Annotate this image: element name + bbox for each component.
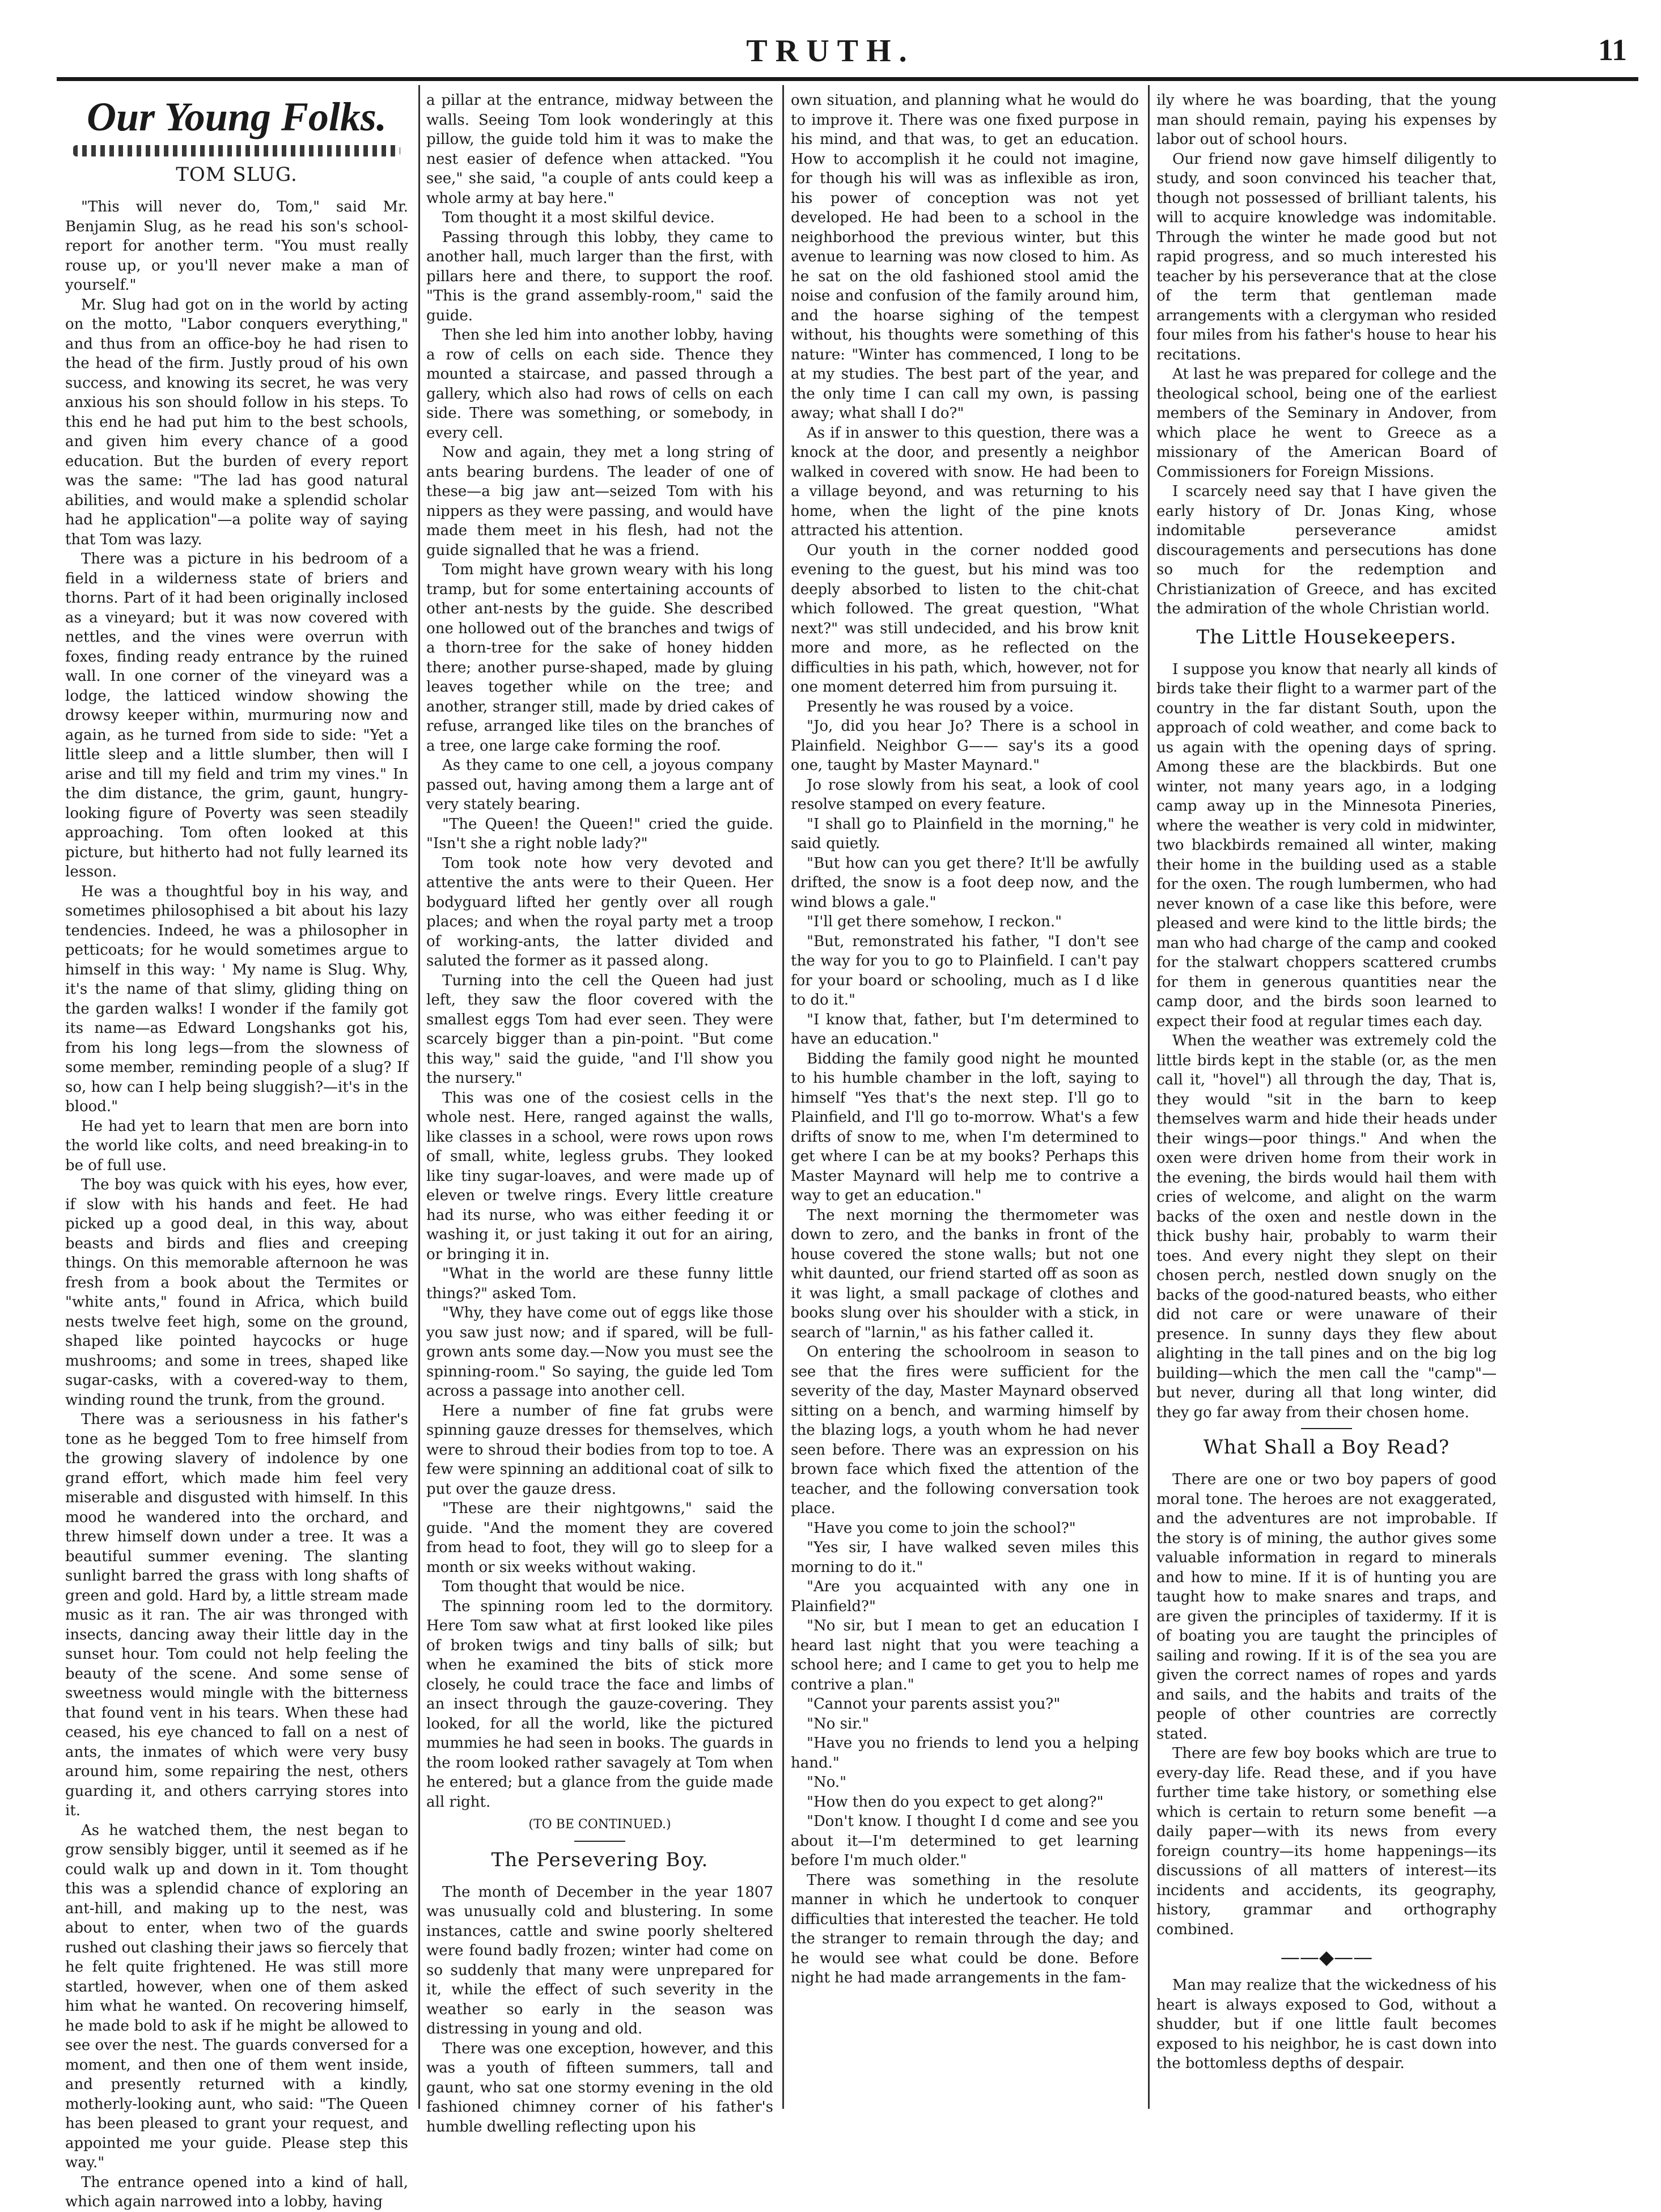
paragraph: He was a thoughtful boy in his way, and sometimes philosophised a bit about his lazy tendencies. Indeed, he was a philosopher in petticoats; for he would sometimes argue to himself in this way: ' My name is Slug. Why, it's the name of that slimy, gliding thing on the garden walks! I wonder if the family got its name—as Edward Longshanks got his, from his long legs—from the slowness of some member, reminding people of a slug? If so, how can I help being sluggish?—it's in the blood." <box>65 883 408 1115</box>
column-1 <box>65 91 408 2210</box>
paragraph: "How then do you expect to get along?" <box>807 1793 1104 1811</box>
paragraph: "These are their nightgowns," said the guide. "And the moment they are covered from head to foot, they will go to sleep for a month or six weeks without waking. <box>426 1500 773 1576</box>
paragraph: a pillar at the entrance, midway between the walls. Seeing Tom look wonderingly at this pillow, the guide told him it was to make the nest easier of defence when attacked. "You see," she said, "a couple of ants could keep a whole army at bay here." <box>426 92 773 207</box>
story-title: The Little Housekeepers. <box>1196 625 1457 649</box>
column-2 <box>426 91 773 2135</box>
paragraph: Tom took note how very devoted and attentive the ants were to their Queen. Her bodyguard lifted her gently over all rough places; and when the royal party met a troop of working-ants, the latter divided and saluted the former as it passed along. <box>426 854 773 969</box>
paragraph: Tom thought that would be nice. <box>442 1578 685 1595</box>
paragraph: "Jo, did you hear Jo? There is a school in Plainfield. Neighbor G—— say's its a good one, taught by Master Maynard." <box>791 718 1139 774</box>
wavy-rule <box>73 145 400 156</box>
paragraph: As he watched them, the nest began to grow sensibly bigger, until it seemed as if he could walk up and down in it. Tom thought this was a splendid chance of exploring an ant-hill, and making up to the nest, was about to enter, when two of the guards rushed out clashing their jaws so fiercely that he felt quite frightened. He was still more startled, however, when one of them asked him what he wanted. On recovering himself, he made bold to ask if he might be allowed to see over the nest. The guards conversed for a moment, and then one of them went inside, and presently returned with a kindly, motherly-looking aunt, who said: "The Queen has been pleased to grant your request, and appointed me your guide. Please step this way." <box>65 1821 408 2171</box>
paragraph: Tom thought it a most skilful device. <box>442 209 715 226</box>
paragraph: "Cannot your parents assist you?" <box>807 1696 1061 1713</box>
paragraph: own situation, and planning what he would do to improve it. There was one fixed purpose in his mind, and that was, to get an education. How to accomplish it he could not imagine, for though his will was as inflexible as iron, his power of conception was not yet developed. He had been to a school in the neighborhood the previous winter, but this avenue to learning was now closed to him. As he sat on the old fashioned stool amid the noise and confusion of the family around him, and the hoarse sighing of the tempest without, his thoughts were something of this nature: "Winter has commenced, I long to be at my studies. The best part of the year, and the only time I can call my own, is passing away; what shall I do?" <box>791 92 1139 422</box>
paragraph: "Are you acquainted with any one in Plainfield?" <box>791 1578 1139 1615</box>
paragraph: Mr. Slug had got on in the world by acting on the motto, "Labor conquers everything," and thus from an office-boy he had risen to the head of the firm. Justly proud of his own success, and knowing its secret, he was very anxious his son should follow in his steps. To this end he had put him to the best schools, and given him every chance of a good education. But the burden of every report was the same: "The lad has good natural abilities, and would make a splendid scholar had he application"—a polite way of saying that Tom was lazy. <box>65 296 408 548</box>
paragraph: This was one of the cosiest cells in the whole nest. Here, ranged against the walls, like classes in a school, were rows upon rows of small, white, legless grubs. They looked like tiny sugar-loaves, and were made up of eleven or twelve rings. Every little creature had its nurse, who was either feeding it or washing it, or just taking it out for an airing, or bringing it in. <box>426 1089 773 1263</box>
paragraph: "Why, they have come out of eggs like those you saw just now; and if spared, will be full-grown ants some day.—Now you must see the spinning-room." So saying, the guide led Tom across a passage into another cell. <box>426 1304 773 1400</box>
paragraph: The boy was quick with his eyes, how ever, if slow with his hands and feet. He had picked up a good deal, in this way, about beasts and birds and flies and creeping things. On this memorable afternoon he was fresh from a book about the Termites or "white ants," found in Africa, which build nests twelve feet high, some on the ground, shaped like pointed haycocks or huge mushrooms; and some in trees, shaped like sugar-casks, with a covered-way to them, winding round the trunk, from the ground. <box>65 1176 408 1409</box>
paragraph: Man may realize that the wickedness of his heart is always exposed to God, without a shudder, but if one little fault becomes exposed to his neighbor, he is cast down into the bottomless depths of despair. <box>1156 1977 1497 2072</box>
paragraph: He had yet to learn that men are born into the world like colts, and need breaking-in to be of full use. <box>65 1117 408 1174</box>
paragraph: Our youth in the corner nodded good evening to the guest, but his mind was too deeply absorbed to listen to the chit-chat which followed. The great question, "What next?" was still undecided, and his brow knit more and more, as he reflected on the difficulties in his path, which, however, not for one moment deterred him from pursuing it. <box>791 541 1139 696</box>
story-title: The Persevering Boy. <box>491 1848 709 1871</box>
paragraph: There was a seriousness in his father's tone as he begged Tom to free himself from the growing slavery of indolence by one grand effort, which made him feel very miserable and disgusted with himself. In this mood he wandered into the orchard, and threw himself down under a tree. It was a beautiful summer evening. The slanting sunlight barred the grass with long shafts of green and gold. Hard by, a little stream made music as it ran. The air was thronged with insects, dancing away their little day in the sunset hour. Tom could not help feeling the beauty of the scene. And some sense of sweetness would mingle with the bitterness that found vent in his tears. When these had ceased, his eye chanced to fall on a nest of ants, the inmates of which were very busy around him, some repairing the nest, others guarding it, and others carrying stores into it. <box>65 1411 408 1819</box>
paragraph: "I shall go to Plainfield in the morning," he said quietly. <box>791 815 1139 852</box>
paragraph: Passing through this lobby, they came to another hall, much larger than the first, with pillars here and there, to support the roof. "This is the grand assembly-room," said the guide. <box>426 228 773 324</box>
paragraph: I suppose you know that nearly all kinds of birds take their flight to a warmer part of the country in the far distant South, upon the approach of cold weather, and come back to us again with the opening days of spring. Among these are the blackbirds. But one winter, not many years ago, in a lodging camp away up in the Minnesota Pineries, where the weather is very cold in midwinter, two blackbirds remained all winter, making their home in the building used as a stable for the oxen. The rough lumbermen, who had never known of a case like this before, were pleased and were kind to the little birds; the man who had charge of the camp and cooked for the stalwart choppers scattered crumbs for them in generous quantities near the camp door, and the birds soon learned to expect their food at regular times each day. <box>1156 660 1497 1030</box>
paragraph: "But how can you get there? It'll be awfully drifted, the snow is a foot deep now, and the wind blows a gale." <box>791 854 1139 911</box>
paragraph: As they came to one cell, a joyous company passed out, having among them a large ant of very stately bearing. <box>426 757 773 813</box>
paragraph: There are few boy books which are true to every-day life. Read these, and if you have further time take history, or something else which is certain to return some benefit —a daily paper—with its news from every foreign country—its home happenings—its discussions of all matters of interest—its incidents and accidents, its geography, history, grammar and orthography combined. <box>1156 1745 1497 1938</box>
divider <box>1301 1428 1352 1429</box>
paragraph: Presently he was roused by a voice. <box>807 698 1074 715</box>
divider <box>574 1841 625 1842</box>
paragraph: The entrance opened into a kind of hall, which again narrowed into a lobby, having <box>65 2173 408 2210</box>
paragraph: As if in answer to this question, there was a knock at the door, and presently a neighbor walked in covered with snow. He had been to a village beyond, and was returning to his home, when the light of the pine knots attracted his attention. <box>791 424 1139 539</box>
paragraph: "I'll get there somehow, I reckon." <box>807 913 1062 930</box>
page-header <box>0 0 1661 68</box>
column-rule <box>1148 85 1150 2109</box>
paragraph: Our friend now gave himself diligently to study, and soon convinced his teacher that, though not possessed of brilliant talents, his will to acquire knowledge was indomitable. Through the winter he made good but not rapid progress, and so much interested his teacher by his perseverance that at the close of the term that gentleman made arrangements with a clergyman who resided four miles from his father's house to hear his recitations. <box>1156 150 1497 363</box>
column-3 <box>791 91 1139 2109</box>
paragraph: At last he was prepared for college and the theological school, being one of the earliest members of the Seminary in Andover, from which place he went to Greece as a missionary of the American Board of Commissioners for Foreign Missions. <box>1156 366 1497 481</box>
masthead: TRUTH. <box>746 33 915 69</box>
paragraph: "What in the world are these funny little things?" asked Tom. <box>426 1265 773 1302</box>
column-rule <box>418 85 420 2109</box>
paragraph: "But, remonstrated his father, "I don't see the way for you to go to Plainfield. I can't pay for your board or schooling, much as I d like to do it." <box>791 933 1139 1008</box>
paragraph: Now and again, they met a long string of ants bearing burdens. The leader of one of these—a big jaw ant—seized Tom with his nippers as they were passing, and would have made them meet in his flesh, had not the guide signalled that he was a friend. <box>426 444 773 559</box>
paragraph: When the weather was extremely cold the little birds kept in the stable (or, as the men call it, "hovel") all through the day, That is, they would "sit in the barn to keep themselves warm and hide their heads under their wings—poor things." And when the oxen were driven home from their work in the evening, the birds would hail them with cries of welcome, and alight on the warm backs of the oxen and nestle down in the thick bushy hair, probably to warm their toes. And every night they slept on their chosen perch, nestled down snugly on the backs of the good-natured beasts, who either did not care or were unaware of their presence. In sunny days they flew about alighting in the tall pines and on the big log building—which the men call the "camp"—but never, during all that long winter, did they go far away from their chosen home. <box>1156 1032 1497 1421</box>
paragraph: "Yes sir, I have walked seven miles this morning to do it." <box>791 1539 1139 1576</box>
paragraph: The next morning the thermometer was down to zero, and the banks in front of the house covered the stone walls; but not one whit daunted, our friend started off as soon as it was light, a small package of clothes and books slung over his shoulder with a stick, in search of "larnin," as his father called it. <box>791 1206 1139 1341</box>
paragraph: There was one exception, however, and this was a youth of fifteen summers, tall and gaunt, who sat one stormy evening in the old fashioned chimney corner of his father's humble dwelling reflecting upon his <box>426 2040 773 2135</box>
paragraph: Turning into the cell the Queen had just left, they saw the floor covered with the smallest eggs Tom had ever seen. They were scarcely bigger than a pin-point. "But come this way," said the guide, "and I'll show you the nursery." <box>426 972 773 1087</box>
paragraph: "This will never do, Tom," said Mr. Benjamin Slug, as he read his son's school-report for another term. "You must really rouse up, or you'll never make a man of yourself." <box>65 198 408 294</box>
paragraph: "No." <box>807 1774 847 1791</box>
paragraph: There was something in the resolute manner in which he undertook to conquer difficulties that interested the teacher. He told the stranger to remain through the day; and he would see what could be done. Before night he had made arrangements in the fam- <box>791 1871 1139 1986</box>
section-title: Our Young Folks. <box>87 94 387 139</box>
column-rule <box>782 85 784 2109</box>
paragraph: "No sir, but I mean to get an education I heard last night that you were teaching a school here; and I came to get you to help me contrive a plan." <box>791 1617 1139 1693</box>
paragraph: The month of December in the year 1807 was unusually cold and blustering. In some instances, cattle and swine poorly sheltered were found badly frozen; winter had come on so suddenly that many were unprepared for it, while the effect of such severity in the weather so early in the season was distressing in young and old. <box>426 1883 773 2037</box>
page-number: 11 <box>1598 33 1627 67</box>
paragraph: Here a number of fine fat grubs were spinning gauze dresses for themselves, which were to shroud their bodies from top to toe. A few were spinning an additional coat of silk to put over the gauze dress. <box>426 1402 773 1498</box>
paragraph: ily where he was boarding, that the young man should remain, paying his expenses by labor out of school hours. <box>1156 92 1497 148</box>
paragraph: Jo rose slowly from his seat, a look of cool resolve stamped on every feature. <box>791 776 1139 813</box>
story-title: What Shall a Boy Read? <box>1203 1436 1450 1459</box>
paragraph: "Have you come to join the school?" <box>807 1519 1076 1537</box>
paragraph: There was a picture in his bedroom of a field in a wilderness state of briers and thorns. Part of it had been originally inclosed as a vineyard; but it was now covered with nettles, and the vines were overrun with foxes, finding ready entrance by the ruined wall. In one corner of the vineyard was a lodge, the latticed window showing the drowsy keeper within, murmuring now and again, as he turned from side to side: "Yet a little sleep and a little slumber, then will I arise and till my field and trim my vines." In the dim distance, the grim, gaunt, hungry-looking figure of Poverty was seen steadily approaching. Tom often looked at this picture, but hitherto had not fully learned its lesson. <box>65 550 408 880</box>
ornament-divider-icon: ——◆—— <box>1280 1946 1373 1969</box>
paragraph: "The Queen! the Queen!" cried the guide. "Isn't she a right noble lady?" <box>426 815 773 852</box>
paragraph: There are one or two boy papers of good moral tone. The heroes are not exaggerated, and the adventures are not improbable. If the story is of mining, the author gives some valuable information in regard to minerals and how to mine. If it is of hunting you are taught how to make snares and traps, and are given the principles of taxidermy. If it is of boating you are taught the principles of sailing and rowing. If it is of the sea you are given the correct names of ropes and yards and sails, and the habits and traits of the people of other countries are correctly stated. <box>1156 1471 1497 1743</box>
paragraph: On entering the schoolroom in season to see that the fires were sufficient for the severity of the day, Master Maynard observed sitting on a bench, and warming himself by the blazing logs, a youth whom he had never seen before. There was an expression on his brown face which fixed the attention of the teacher, and the following conversation took place. <box>791 1344 1139 1517</box>
paragraph: "No sir." <box>807 1715 870 1732</box>
column-4 <box>1156 91 1497 2109</box>
paragraph: "I know that, father, but I'm determined to have an education." <box>791 1011 1139 1048</box>
paragraph: I scarcely need say that I have given the early history of Dr. Jonas King, whose indomitable perseverance amidst discouragements and persecutions has done so much for the redemption and Christianization of Greece, and has excited the admiration of the whole Christian world. <box>1156 483 1497 617</box>
header-rule <box>57 77 1638 81</box>
paragraph: Tom might have grown weary with his long tramp, but for some entertaining accounts of other ant-nests by the guide. She described one hollowed out of the branches and twigs of a thorn-tree for the sake of honey hidden there; another purse-shaped, made by gluing leaves together while on the tree; and another, stranger still, made by dried cakes of refuse, arranged like tiles on the branches of a tree, one large cake forming the roof. <box>426 561 773 755</box>
paragraph: "Don't know. I thought I d come and see you about it—I'm determined to get learning before I'm much older." <box>791 1813 1139 1869</box>
paragraph: The spinning room led to the dormitory. Here Tom saw what at first looked like piles of broken twigs and tiny balls of silk; but when he examined the bits of stick more closely, he could trace the face and limbs of an insect through the gauze-covering. They looked, for all the world, like the pictured mummies he had seen in books. The guards in the room looked rather savagely at Tom when he entered; but a glance from the guide made all right. <box>426 1597 773 1811</box>
paragraph: Then she led him into another lobby, having a row of cells on each side. Thence they mounted a staircase, and passed through a gallery, which also had rows of cells on each side. There was something, or somebody, in every cell. <box>426 327 773 442</box>
continued-note: (TO BE CONTINUED.) <box>528 1817 671 1832</box>
paragraph: Bidding the family good night he mounted to his humble chamber in the loft, saying to himself "Yes that's the next step. I'll go to Plainfield, and I'll go to-morrow. What's a few drifts of snow to me, when I'm determined to get where I can be at my books? Perhaps this Master Maynard will help me to contrive a way to get an education." <box>791 1050 1139 1204</box>
story-title: TOM SLUG. <box>176 163 298 186</box>
paragraph: "Have you no friends to lend you a helping hand." <box>791 1735 1139 1772</box>
